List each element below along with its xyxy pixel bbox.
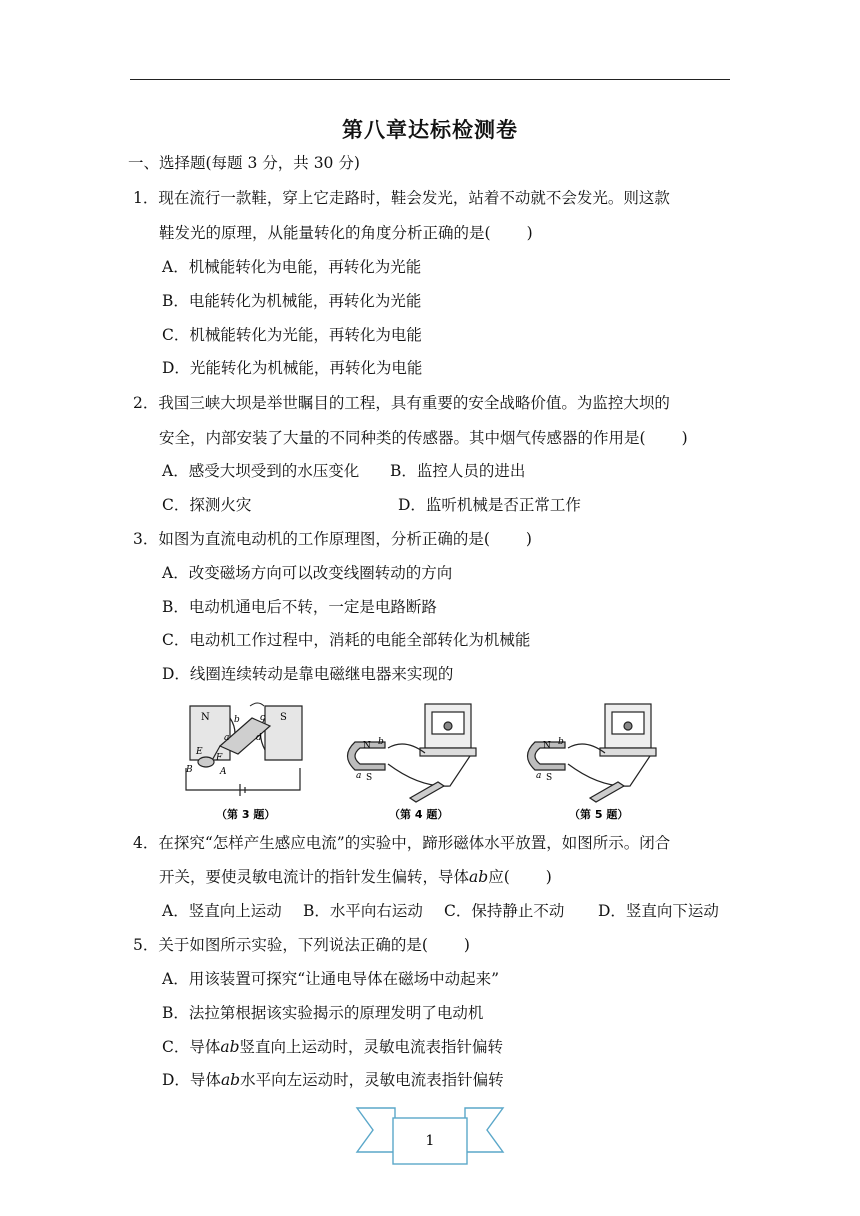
figure-3-label-f: F — [216, 753, 223, 763]
page-title: 第八章达标检测卷 — [342, 118, 518, 142]
question-5-option-c: C．导体ab竖直向上运动时，灵敏电流表指针偏转 — [162, 1038, 504, 1056]
question-3-option-a: A．改变磁场方向可以改变线圈转动的方向 — [162, 564, 453, 582]
figure-3-caption: （第 3 题） — [216, 808, 276, 821]
figure-3-label-e: E — [196, 747, 203, 757]
question-4-stem-line1: 4．在探究“怎样产生感应电流”的实验中，蹄形磁体水平放置，如图所示。闭合 — [133, 834, 671, 852]
question-3-option-d: D．线圈连续转动是靠电磁继电器来实现的 — [162, 665, 454, 683]
figure-4-label-a: a — [356, 771, 362, 781]
figure-3-label-s: S — [280, 712, 287, 723]
figure-4-label-b: b — [378, 737, 384, 747]
question-5-option-b: B．法拉第根据该实验揭示的原理发明了电动机 — [162, 1004, 484, 1022]
figure-3-label-bb: B — [186, 765, 193, 775]
header-rule — [130, 79, 730, 80]
figure-3-label-aa: A — [220, 767, 227, 777]
page-number-badge — [355, 1104, 505, 1168]
figure-5-label-n: N — [543, 741, 551, 751]
question-2-option-a: A．感受大坝受到的水压变化 — [162, 462, 360, 480]
question-1-option-c: C．机械能转化为光能，再转化为电能 — [162, 326, 422, 344]
question-2-option-c: C．探测火灾 — [162, 496, 252, 514]
question-1-stem-line1: 1．现在流行一款鞋，穿上它走路时，鞋会发光，站着不动就不会发光。则这款 — [133, 189, 670, 207]
question-1-option-d: D．光能转化为机械能，再转化为电能 — [162, 359, 423, 377]
figure-5-label-b: b — [558, 737, 564, 747]
figure-5-caption: （第 5 题） — [569, 808, 629, 821]
figure-5-label-s: S — [546, 773, 553, 783]
section-heading: 一、选择题(每题 3 分，共 30 分) — [128, 154, 360, 172]
figure-4-induction-diagram — [348, 704, 477, 802]
question-2-stem-line2: 安全，内部安装了大量的不同种类的传感器。其中烟气传感器的作用是( ) — [159, 429, 688, 447]
question-3-stem: 3．如图为直流电动机的工作原理图，分析正确的是( ) — [133, 530, 532, 548]
question-4-option-d: D．竖直向下运动 — [598, 902, 719, 920]
question-5-option-a: A．用该装置可探究“让通电导体在磁场中动起来” — [162, 970, 500, 988]
figure-4-label-s: S — [366, 773, 373, 783]
question-3-option-c: C．电动机工作过程中，消耗的电能全部转化为机械能 — [162, 631, 531, 649]
question-4-stem-line2: 开关，要使灵敏电流计的指针发生偏转，导体ab应( ) — [159, 868, 552, 886]
figure-3-label-c: c — [260, 713, 266, 723]
question-2-option-b: B．监控人员的进出 — [390, 462, 526, 480]
figure-5-label-a: a — [536, 771, 542, 781]
question-4-option-b: B．水平向右运动 — [303, 902, 423, 920]
figure-3-label-n: N — [201, 712, 210, 723]
figure-3-label-b: b — [234, 715, 240, 725]
question-5-stem: 5．关于如图所示实验，下列说法正确的是( ) — [133, 936, 470, 954]
question-2-stem-line1: 2．我国三峡大坝是举世瞩目的工程，具有重要的安全战略价值。为监控大坝的 — [133, 394, 670, 412]
figure-3-label-a: a — [224, 733, 230, 743]
figure-4-caption: （第 4 题） — [389, 808, 449, 821]
figure-5-induction-diagram — [528, 704, 657, 802]
page-number: 1 — [425, 1133, 435, 1149]
figure-3-label-d: d — [256, 733, 262, 743]
question-1-option-a: A．机械能转化为电能，再转化为光能 — [162, 258, 422, 276]
figures-row — [180, 698, 740, 828]
question-4-option-a: A．竖直向上运动 — [162, 902, 282, 920]
question-2-option-d: D．监听机械是否正常工作 — [398, 496, 581, 514]
figure-4-label-n: N — [363, 741, 371, 751]
question-3-option-b: B．电动机通电后不转，一定是电路断路 — [162, 598, 437, 616]
question-5-option-d: D．导体ab水平向左运动时，灵敏电流表指针偏转 — [162, 1071, 504, 1089]
question-1-stem-line2: 鞋发光的原理，从能量转化的角度分析正确的是( ) — [159, 224, 533, 242]
question-4-option-c: C．保持静止不动 — [444, 902, 565, 920]
question-1-option-b: B．电能转化为机械能，再转化为光能 — [162, 292, 422, 310]
